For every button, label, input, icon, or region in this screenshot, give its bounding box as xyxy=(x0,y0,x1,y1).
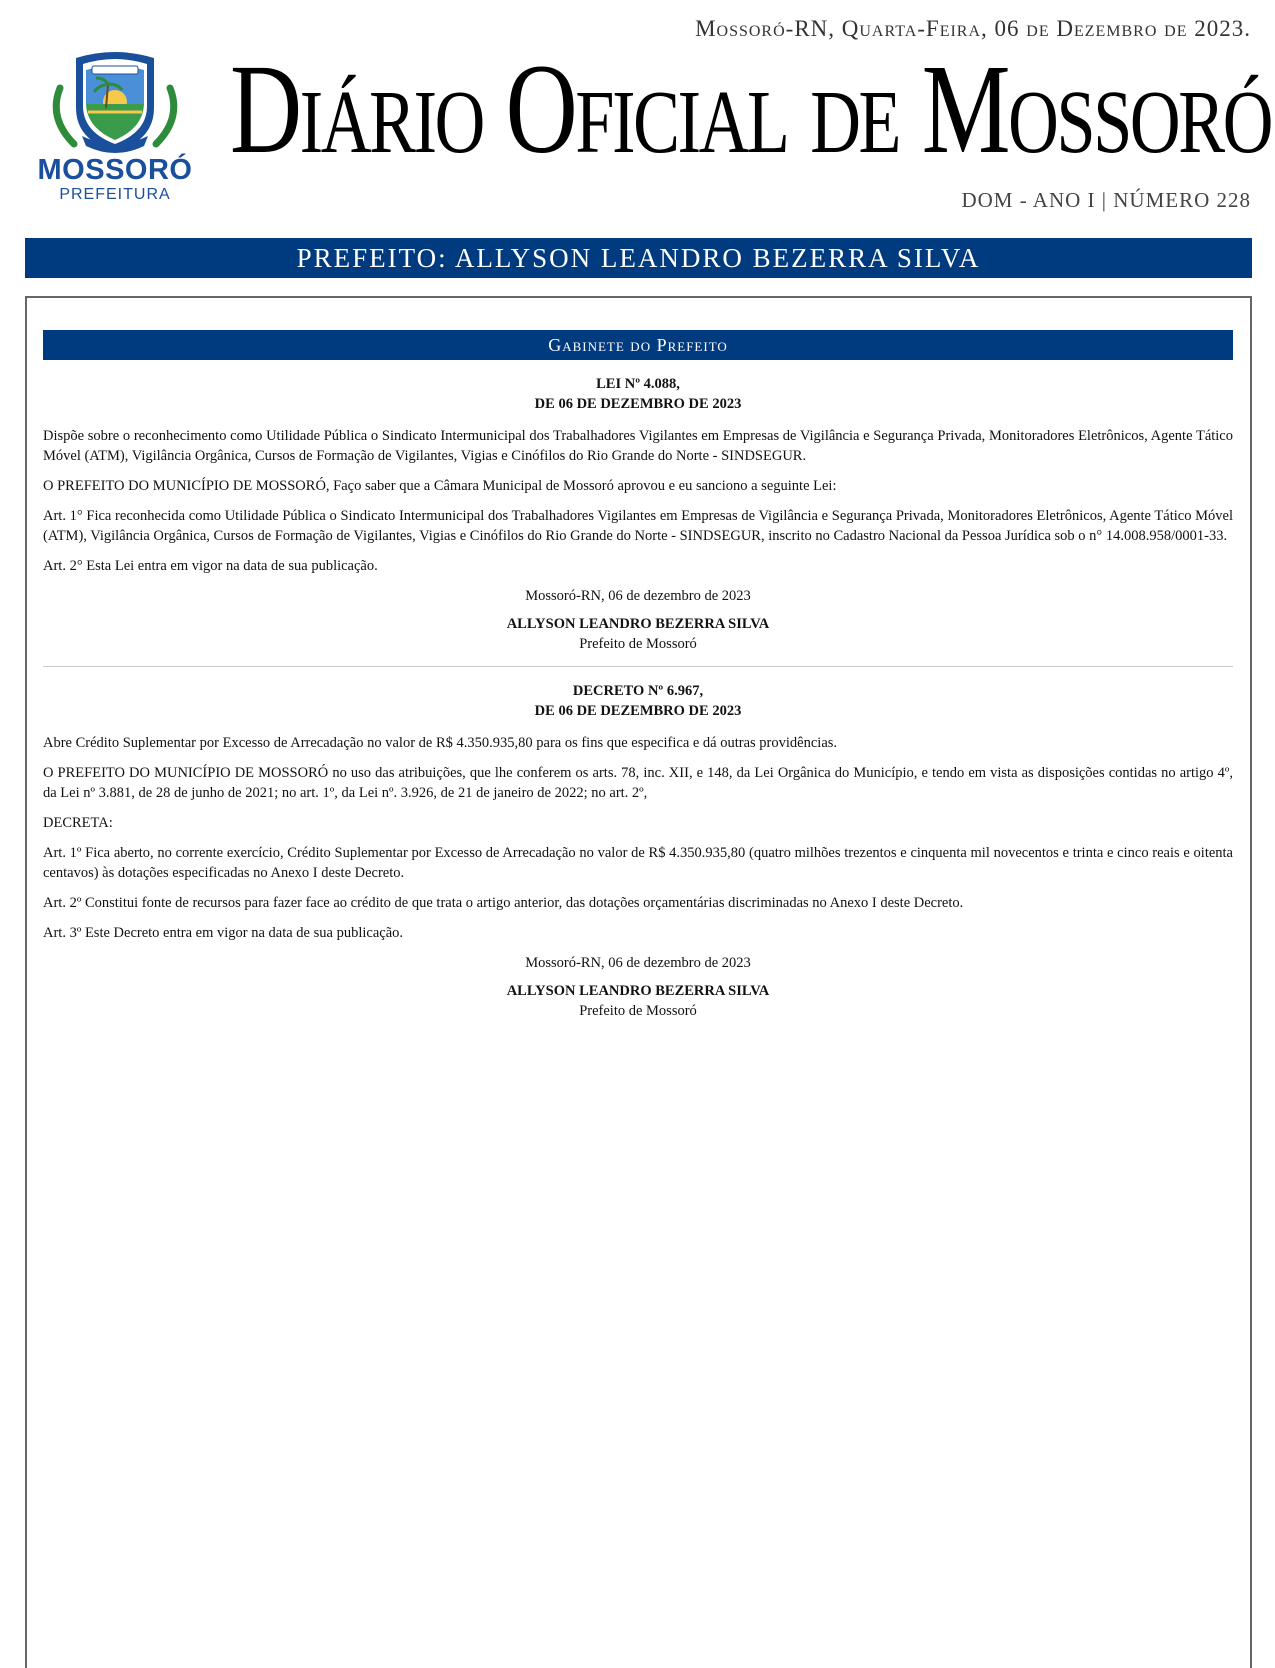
decreto-title-line2: DE 06 DE DEZEMBRO DE 2023 xyxy=(534,703,742,719)
decreto-preamble: O PREFEITO DO MUNICÍPIO DE MOSSORÓ no uso das atribuições, que lhe conferem os arts. 78, inc. XII, e 148, da Lei Orgânica do Município, e tendo em vista as disposições contidas no artigo 4º, da Lei nº 3.881, de 28 de junho de 2021; no art. 1º, da Lei nº. 3.926, de 21 de janeiro de 2022; no art. 2º, xyxy=(43,765,1233,801)
decreto-title xyxy=(43,681,1233,721)
lei-preamble: O PREFEITO DO MUNICÍPIO DE MOSSORÓ, Faço saber que a Câmara Municipal de Mossoró aprovou e eu sanciono a seguinte Lei: xyxy=(43,478,837,494)
decreto-place-date: Mossoró-RN, 06 de dezembro de 2023 xyxy=(525,955,751,971)
dom-number: DOM - ANO I | NÚMERO 228 xyxy=(961,188,1251,212)
masthead-title: Diário Oficial de Mossoró xyxy=(230,38,1272,180)
lei-title-line2: DE 06 DE DEZEMBRO DE 2023 xyxy=(534,396,742,412)
lei-ementa: Dispõe sobre o reconhecimento como Utilidade Pública o Sindicato Intermunicipal dos Trabalhadores Vigilantes em Empresas de Vigilância e Segurança Privada, Monitoradores Eletrônicos, Agente Tático Móvel (ATM), Vigilância Orgânica, Cursos de Formação de Vigilantes, Vigias e Cinófilos do Rio Grande do Norte - SINDSEGUR. xyxy=(43,428,1233,464)
decreto-signer-role: Prefeito de Mossoró xyxy=(579,1003,697,1019)
logo-name: MOSSORÓ xyxy=(37,154,193,186)
lei-title-line1: LEI Nº 4.088, xyxy=(596,376,680,392)
decreto-art2: Art. 2º Constitui fonte de recursos para fazer face ao crédito de que trata o artigo anterior, das dotações orçamentárias discriminadas no Anexo I deste Decreto. xyxy=(43,895,964,911)
lei-title xyxy=(43,374,1233,414)
section-header: Gabinete do Prefeito xyxy=(43,330,1233,360)
publication-content xyxy=(43,330,1233,1021)
dateline: Mossoró-RN, Quarta-Feira, 06 de Dezembro de 2023. xyxy=(695,16,1251,41)
decreto-art3: Art. 3º Este Decreto entra em vigor na data de sua publicação. xyxy=(43,925,404,941)
lei-signer-role: Prefeito de Mossoró xyxy=(579,636,697,652)
lei-signer: ALLYSON LEANDRO BEZERRA SILVA xyxy=(506,616,770,632)
decreto-art1: Art. 1º Fica aberto, no corrente exercício, Crédito Suplementar por Excesso de Arrecadação no valor de R$ 4.350.935,80 (quatro milhões trezentos e cinquenta mil novecentos e trinta e cinco reais e oitenta centavos) às dotações especificadas no Anexo I deste Decreto. xyxy=(43,845,1233,881)
decreto-decreta: DECRETA: xyxy=(43,815,113,831)
lei-art1: Art. 1° Fica reconhecida como Utilidade Pública o Sindicato Intermunicipal dos Trabalhadores Vigilantes em Empresas de Vigilância e Segurança Privada, Monitoradores Eletrônicos, Agente Tático Móvel (ATM), Vigilância Orgânica, Cursos de Formação de Vigilantes, Vigias e Cinófilos do Rio Grande do Norte - SINDSEGUR, inscrito no Cadastro Nacional da Pessoa Jurídica sob o n° 14.008.958/0001-33. xyxy=(43,508,1233,544)
decreto-title-line1: DECRETO Nº 6.967, xyxy=(572,683,704,699)
decreto-signer: ALLYSON LEANDRO BEZERRA SILVA xyxy=(506,983,770,999)
lei-place-date: Mossoró-RN, 06 de dezembro de 2023 xyxy=(525,588,751,604)
city-seal-icon xyxy=(26,48,204,156)
lei-document xyxy=(43,374,1233,654)
mossoro-logo xyxy=(26,48,204,208)
lei-art2: Art. 2° Esta Lei entra em vigor na data de sua publicação. xyxy=(43,558,378,574)
mayor-banner: PREFEITO: ALLYSON LEANDRO BEZERRA SILVA xyxy=(25,238,1252,278)
decreto-ementa: Abre Crédito Suplementar por Excesso de Arrecadação no valor de R$ 4.350.935,80 para os fins que especifica e dá outras providências. xyxy=(43,735,838,751)
decreto-document xyxy=(43,681,1233,1021)
document-divider xyxy=(43,666,1233,667)
logo-subtitle: PREFEITURA xyxy=(59,186,171,203)
